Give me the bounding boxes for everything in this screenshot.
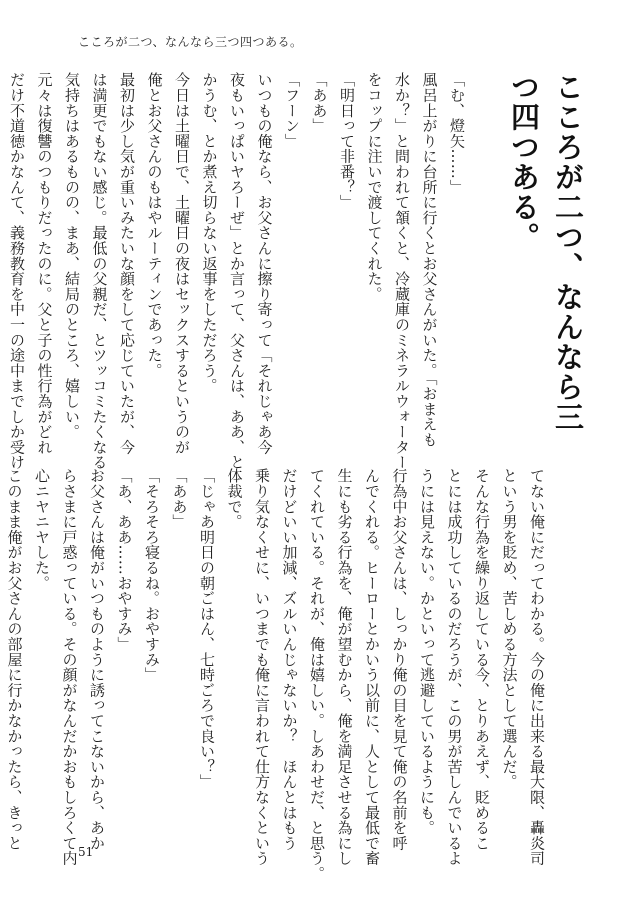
text-line: 風呂上がりに台所に行くとお父さんがいた。「おまえも [420,72,439,447]
text-line: 今日は土曜日で、土曜日の夜はセックスするというのが [173,72,191,455]
text-line: 「明日って非番？」 [338,72,356,210]
running-header: こころが二つ、なんなら三つ四つある。 [78,35,303,49]
text-line: という男を貶め、苦しめる方法として選んだ。 [500,468,519,790]
text-line: 「む、燈矢……」 [448,72,466,195]
text-line: 乗り気なくせに、いつまでも俺に言われて仕方なくという [253,468,271,866]
text-line: らさまに戸惑っている。その顔がなんだかおもしろくて内 [60,468,79,866]
text-line: 水か？」と問われて頷くと、冷蔵庫のミネラルウォーター [393,72,411,470]
text-line: んでくれる。ヒーローとかいう以前に、人として最低で畜 [363,468,381,866]
text-line: てない俺にだってわかる。今の俺に出来る最大限、轟炎司 [528,468,546,866]
text-line: 夜もいっぱいヤろーぜ」とか言って、父さんは、ああ、と [228,72,246,470]
text-line: 気持ちはあるものの、まあ、結局のところ、嬉しい。 [63,72,81,440]
text-line: 「ああ」 [170,468,189,530]
chapter-title: こころが二つ、なんなら三つ四つある。 [507,72,585,432]
text-line: いつもの俺なら、お父さんに擦り寄って「それじゃあ今 [255,72,274,455]
text-line: 行為中お父さんは、しっかり俺の目を見て俺の名前を呼 [390,468,409,851]
text-line: 体裁で。 [225,468,244,530]
text-line: だけ不道徳かなんて、義務教育を中一の途中までしか受け [8,72,26,470]
text-line: 「じゃあ明日の朝ごはん、七時ごろで良い？」 [198,468,216,790]
text-line: だけどいい加減、ズルいんじゃないか？ ほんとはもう [280,468,299,851]
text-line: 「ああ」 [310,72,329,134]
text-line: 元々は復讐のつもりだったのに。父と子の性行為がどれ [35,72,54,455]
text-line: をコップに注いで渡してくれた。 [365,72,384,302]
text-line: は満更でもない感じ。最低の父親だ、とツッコミたくなる [90,72,109,470]
text-line: とには成功しているのだろうが、この男が苦しんでいるよ [445,468,464,866]
text-line: 「フーン」 [283,72,301,149]
text-line: お父さんは俺がいつものように誘ってこないから、あか [88,468,106,851]
page-number: 51 [78,845,94,859]
text-line: 「そろそろ寝るね。おやすみ」 [143,468,161,683]
text-line: そんな行為を繰り返している今、とりあえず、貶めるこ [473,468,491,851]
upper-text-block [8,72,470,470]
text-line: うには見えない。かといって逃避しているようにも。 [418,468,436,836]
text-line: 俺とお父さんのもはやルーティンであった。 [145,72,164,378]
text-line: このまま俺がお父さんの部屋に行かなかったら、きっと [5,468,24,851]
text-line: 「あ、ああ……おやすみ」 [115,468,134,652]
text-line: 最初は少し気が重いみたいな顔をして応じていたが、今 [118,72,136,455]
text-line: てくれている。それが、俺は嬉しい。しあわせだ、と思う。 [308,468,326,882]
text-line: 生にも劣る行為を、俺が望むから、俺を満足させる為にし [335,468,354,866]
text-line: 心ニヤニヤした。 [33,468,51,591]
text-line: かうむ、とか煮え切らない返事をしただろう。 [200,72,219,394]
